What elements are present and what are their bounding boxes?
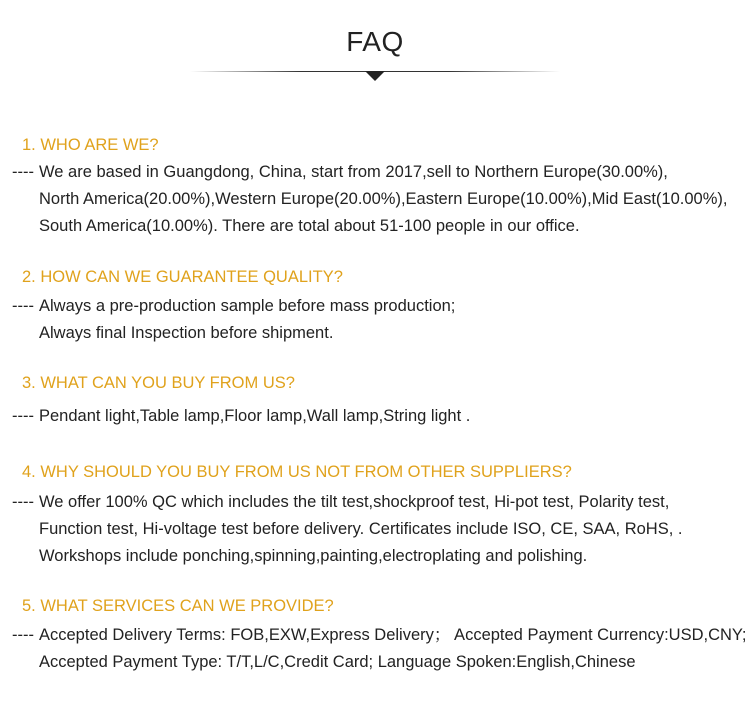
faq-question-1: 1. WHO ARE WE? [22,136,159,154]
answer-line: Workshops include ponching,spinning,painting,electroplating and polishing. [39,547,588,565]
answer-line: Accepted Delivery Terms: FOB,EXW,Express Delivery； Accepted Payment Currency:USD,CNY; [39,626,747,644]
faq-question-3: 3. WHAT CAN YOU BUY FROM US? [22,374,295,392]
answer-line: Pendant light,Table lamp,Floor lamp,Wall lamp,String light . [39,407,471,425]
faq-answer-2 [12,293,455,347]
answer-line: Accepted Payment Type: T/T,L/C,Credit Card; Language Spoken:English,Chinese [39,653,636,671]
answer-line: Always a pre-production sample before mass production; [39,297,456,315]
faq-answer-4 [12,489,682,570]
answer-line: Always final Inspection before shipment. [39,324,334,342]
answer-line: North America(20.00%),Western Europe(20.00%),Eastern Europe(10.00%),Mid East(10.00%), [39,190,728,208]
faq-question-5: 5. WHAT SERVICES CAN WE PROVIDE? [22,597,334,615]
faq-answer-3 [12,403,470,430]
answer-line: Function test, Hi-voltage test before delivery. Certificates include ISO, CE, SAA, RoHS, . [39,520,683,538]
answer-line: We are based in Guangdong, China, start from 2017,sell to Northern Europe(30.00%), [39,163,668,181]
answer-line: We offer 100% QC which includes the tilt test,shockproof test, Hi-pot test, Polarity test, [39,493,670,511]
dash-marker: ---- [12,626,34,644]
answer-line: South America(10.00%). There are total about 51-100 people in our office. [39,217,580,235]
faq-question-4: 4. WHY SHOULD YOU BUY FROM US NOT FROM OTHER SUPPLIERS? [22,463,572,481]
title-arrow-icon [365,71,385,81]
faq-question-2: 2. HOW CAN WE GUARANTEE QUALITY? [22,268,343,286]
faq-answer-5 [12,622,746,676]
dash-marker: ---- [12,407,34,425]
faq-answer-1 [12,159,727,240]
dash-marker: ---- [12,297,34,315]
dash-marker: ---- [12,493,34,511]
dash-marker: ---- [12,163,34,181]
page-title: FAQ [346,26,404,57]
